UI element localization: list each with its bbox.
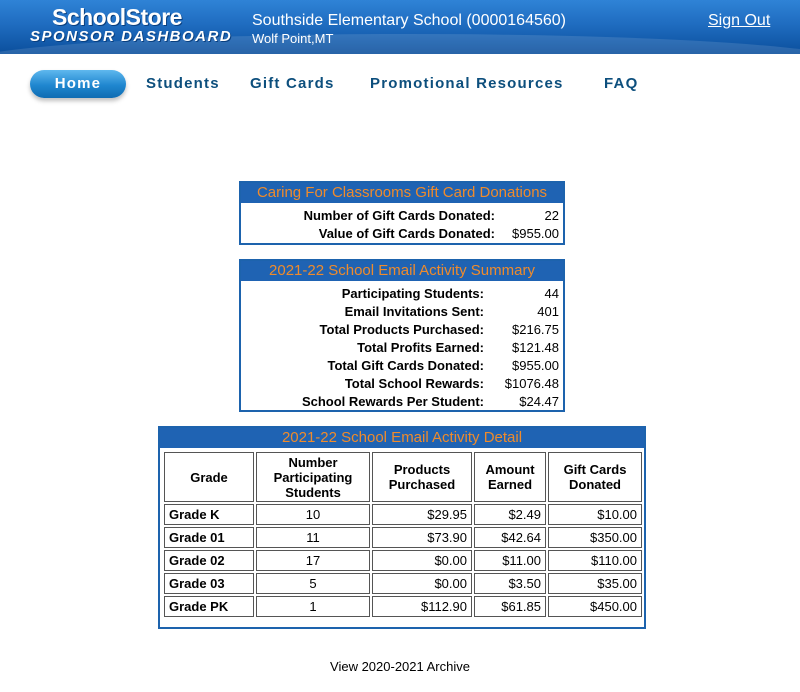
row-label: Total School Rewards: [344, 376, 484, 391]
activity-detail-panel [158, 426, 646, 629]
cell-earned: $11.00 [474, 550, 546, 571]
table-row [164, 573, 642, 594]
cell-grade: Grade 03 [164, 573, 254, 594]
row-value: $1076.48 [504, 376, 559, 391]
row-value: $955.00 [512, 226, 559, 241]
table-row [164, 550, 642, 571]
row-label: Value of Gift Cards Donated: [318, 226, 495, 241]
activity-detail-title: 2021-22 School Email Activity Detail [160, 428, 644, 448]
col-header-earned: Amount Earned [474, 452, 546, 502]
row-label: Participating Students: [341, 286, 484, 301]
cell-gift-cards: $10.00 [548, 504, 642, 525]
cell-participating: 5 [256, 573, 370, 594]
cell-earned: $3.50 [474, 573, 546, 594]
nav-promotional-resources[interactable]: Promotional Resources [370, 75, 564, 92]
row-label: School Rewards Per Student: [301, 394, 484, 409]
cell-participating: 10 [256, 504, 370, 525]
cell-participating: 17 [256, 550, 370, 571]
nav-gift-cards[interactable]: Gift Cards [250, 75, 335, 92]
col-header-gift-cards: Gift Cards Donated [548, 452, 642, 502]
sign-out-link[interactable]: Sign Out [708, 12, 771, 29]
cell-earned: $42.64 [474, 527, 546, 548]
cell-earned: $61.85 [474, 596, 546, 617]
table-row [164, 527, 642, 548]
cell-gift-cards: $450.00 [548, 596, 642, 617]
col-header-products: Products Purchased [372, 452, 472, 502]
gift-card-donations-title: Caring For Classrooms Gift Card Donations [241, 183, 563, 203]
nav-home[interactable]: Home [30, 70, 126, 98]
activity-summary-title: 2021-22 School Email Activity Summary [241, 261, 563, 281]
row-label: Total Gift Cards Donated: [327, 358, 484, 373]
logo-title: SchoolStore [52, 4, 182, 30]
cell-participating: 11 [256, 527, 370, 548]
cell-products: $29.95 [372, 504, 472, 525]
row-label: Total Profits Earned: [357, 340, 484, 355]
cell-grade: Grade K [164, 504, 254, 525]
row-label: Total Products Purchased: [319, 322, 484, 337]
gift-cards-value-row [241, 226, 563, 244]
cell-grade: Grade 01 [164, 527, 254, 548]
logo-subtitle: SPONSOR DASHBOARD [30, 28, 233, 45]
cell-products: $0.00 [372, 573, 472, 594]
table-row [164, 504, 642, 525]
col-header-grade: Grade [164, 452, 254, 502]
row-value: $955.00 [512, 358, 559, 373]
table-row [164, 596, 642, 617]
row-value: $24.47 [519, 394, 559, 409]
cell-gift-cards: $110.00 [548, 550, 642, 571]
header-banner [0, 0, 800, 54]
activity-detail-table [162, 450, 644, 619]
gift-cards-count-row [241, 208, 563, 226]
table-header-row [164, 452, 642, 502]
nav-students[interactable]: Students [146, 75, 220, 92]
cell-grade: Grade 02 [164, 550, 254, 571]
cell-participating: 1 [256, 596, 370, 617]
row-value: $216.75 [512, 322, 559, 337]
row-value: 44 [544, 286, 559, 301]
cell-gift-cards: $35.00 [548, 573, 642, 594]
row-label: Number of Gift Cards Donated: [303, 208, 495, 223]
row-value: $121.48 [512, 340, 559, 355]
row-value: 22 [544, 208, 559, 223]
nav-faq[interactable]: FAQ [604, 75, 639, 92]
cell-gift-cards: $350.00 [548, 527, 642, 548]
main-nav [0, 54, 800, 110]
gift-card-donations-panel [239, 181, 565, 245]
row-label: Email Invitations Sent: [344, 304, 484, 319]
activity-summary-panel [239, 259, 565, 412]
cell-earned: $2.49 [474, 504, 546, 525]
col-header-participating: Number Participating Students [256, 452, 370, 502]
school-name: Southside Elementary School (0000164560) [252, 12, 566, 29]
school-location: Wolf Point,MT [252, 31, 334, 46]
cell-grade: Grade PK [164, 596, 254, 617]
cell-products: $0.00 [372, 550, 472, 571]
row-value: 401 [537, 304, 559, 319]
cell-products: $112.90 [372, 596, 472, 617]
view-archive-link[interactable]: View 2020-2021 Archive [330, 659, 470, 674]
cell-products: $73.90 [372, 527, 472, 548]
